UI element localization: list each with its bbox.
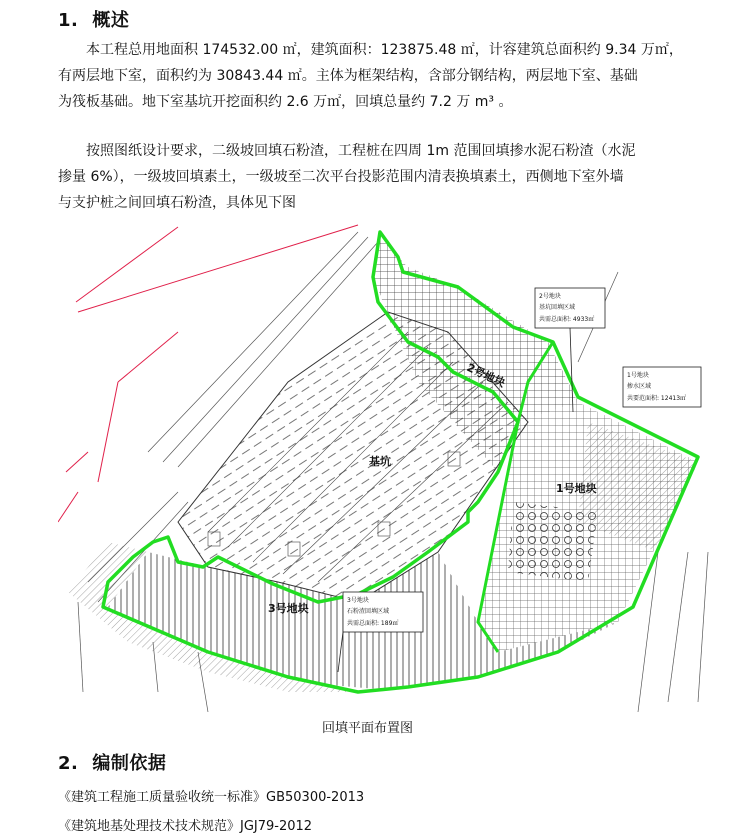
zone-2-label: 2号地块 <box>464 360 508 390</box>
zone-2-callout-line2: 基坑回填区域 <box>539 304 576 311</box>
zone-3-callout-line2: 石粉渣回填区域 <box>347 608 390 615</box>
text-line: 有两层地下室，面积约为 30843.44 ㎡。主体为框架结构，含部分钢结构，两层地下室、基础 <box>58 68 638 84</box>
reference-name: 《建筑工程施工质量验收统一标准》 <box>58 790 267 805</box>
text-line: 为筏板基础。地下室基坑开挖面积约 2.6 万㎡，回填总量约 7.2 万 m³ 。 <box>58 94 513 110</box>
text-line: 与支护桩之间回填石粉渣，具体见下图 <box>58 195 296 211</box>
zone-3-callout-line1: 3号地块 <box>347 597 369 604</box>
text-line: 按照图纸设计要求，二级坡回填石粉渣，工程桩在四周 1m 范围回填掺水泥石粉渣（水泥 <box>86 143 636 159</box>
section-1-heading <box>58 6 129 32</box>
text-line: 本工程总用地面积 174532.00 ㎡，建筑面积：123875.48 ㎡，计容建筑总面积约 9.34 万㎡， <box>86 42 683 58</box>
section-1-number: 1. <box>58 10 79 31</box>
reference-item <box>58 786 364 805</box>
section-1-title: 概述 <box>92 10 130 31</box>
section-2-heading <box>58 749 166 775</box>
zone-2-callout-line1: 2号地块 <box>539 293 561 300</box>
section-2-title: 编制依据 <box>92 753 167 774</box>
pit-label: 基坑 <box>369 455 391 468</box>
zone-2-callout-line3: 共需总面积: 4933㎡ <box>539 316 595 323</box>
figure-caption: 回填平面布置图 <box>321 721 413 736</box>
reference-item <box>58 815 312 834</box>
overview-paragraph-2 <box>58 138 708 216</box>
zone-1-callout <box>623 367 701 407</box>
reference-code: GB50300-2013 <box>266 790 365 805</box>
zone-1-callout-line1: 1号地块 <box>627 372 649 379</box>
section-2-number: 2. <box>58 753 79 774</box>
overview-paragraph-1 <box>58 37 708 115</box>
reference-code: JGJ79-2012 <box>240 819 313 834</box>
zone-1-callout-line2: 掺水区域 <box>627 383 652 390</box>
zone-3-callout-line3: 共需总面积: 189㎡ <box>347 620 399 627</box>
reference-name: 《建筑地基处理技术技术规范》 <box>58 819 241 834</box>
zone-1-label: 1号地块 <box>556 482 597 495</box>
zone-3-label: 3号地块 <box>268 602 309 615</box>
text-line: 掺量 6%），一级坡回填素土，一级坡至二次平台投影范围内清表换填素土，西侧地下室外墙 <box>58 169 624 185</box>
zone-1-callout-line3: 共要范面积: 12413㎡ <box>627 395 687 402</box>
backfill-plan-drawing <box>58 222 710 712</box>
